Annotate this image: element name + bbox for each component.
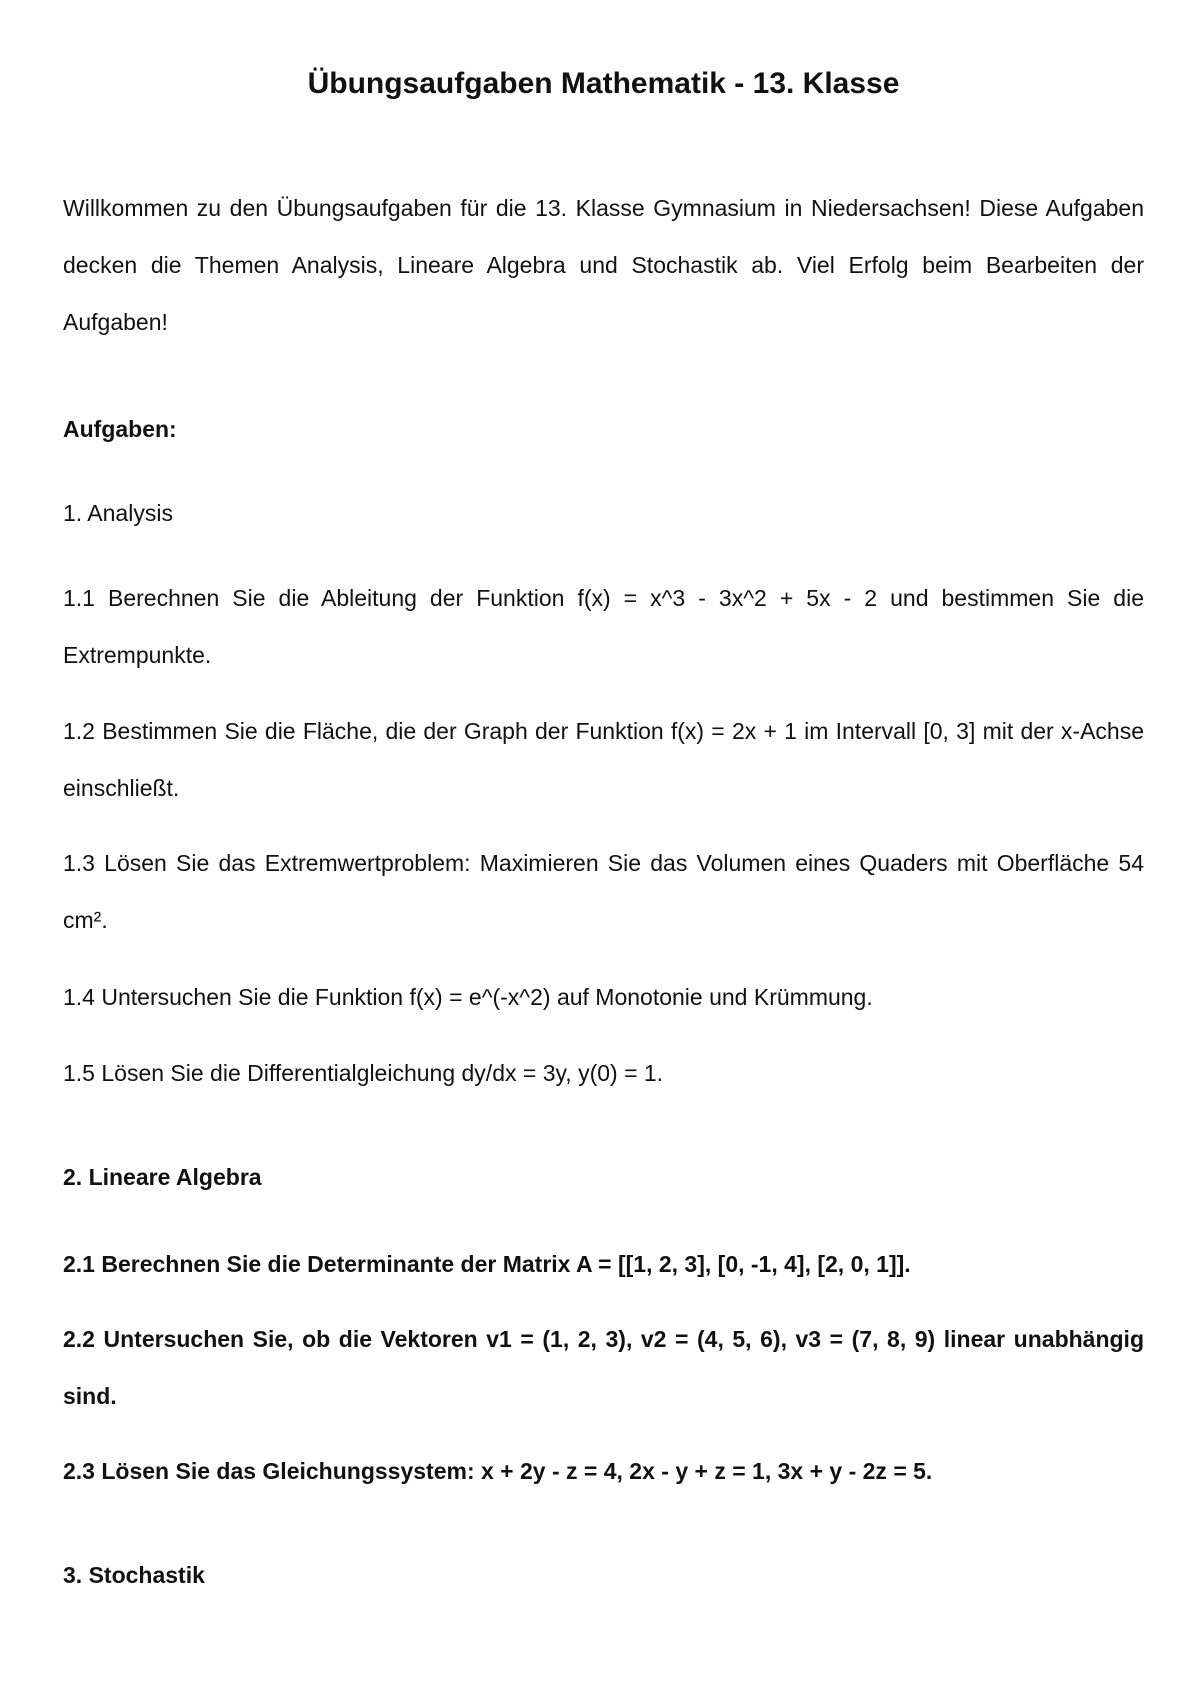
task-1-4: 1.4 Untersuchen Sie die Funktion f(x) = e^(-x^2) auf Monotonie und Krümmung. — [63, 984, 873, 1010]
task-1-3: 1.3 Lösen Sie das Extremwertproblem: Maximieren Sie das Volumen eines Quaders mit Oberfläche 54 cm². — [63, 850, 1144, 933]
intro-paragraph: Willkommen zu den Übungsaufgaben für die 13. Klasse Gymnasium in Niedersachsen! Diese Aufgaben decken die Themen Analysis, Lineare Algebra und Stochastik ab. Viel Erfolg beim Bearbeiten der Aufgaben! — [63, 195, 1144, 335]
task-1-2: 1.2 Bestimmen Sie die Fläche, die der Graph der Funktion f(x) = 2x + 1 im Intervall [0, 3] mit der x-Achse einschließt. — [63, 718, 1144, 801]
document-title: Übungsaufgaben Mathematik - 13. Klasse — [307, 67, 900, 100]
task-1-1: 1.1 Berechnen Sie die Ableitung der Funktion f(x) = x^3 - 3x^2 + 5x - 2 und bestimmen Sie die Extrempunkte. — [63, 585, 1144, 668]
tasks-heading: Aufgaben: — [63, 416, 177, 442]
task-2-1: 2.1 Berechnen Sie die Determinante der Matrix A = [[1, 2, 3], [0, -1, 4], [2, 0, 1]]. — [63, 1251, 911, 1277]
document-page — [63, 0, 1144, 1696]
section-heading-lineare-algebra: 2. Lineare Algebra — [63, 1164, 262, 1190]
section-heading-analysis: 1. Analysis — [63, 500, 173, 526]
task-2-2: 2.2 Untersuchen Sie, ob die Vektoren v1 = (1, 2, 3), v2 = (4, 5, 6), v3 = (7, 8, 9) linear unabhängig sind. — [63, 1326, 1144, 1409]
task-2-3: 2.3 Lösen Sie das Gleichungssystem: x + 2y - z = 4, 2x - y + z = 1, 3x + y - 2z = 5. — [63, 1458, 933, 1484]
section-heading-stochastik: 3. Stochastik — [63, 1562, 205, 1588]
task-1-5: 1.5 Lösen Sie die Differentialgleichung dy/dx = 3y, y(0) = 1. — [63, 1060, 664, 1086]
